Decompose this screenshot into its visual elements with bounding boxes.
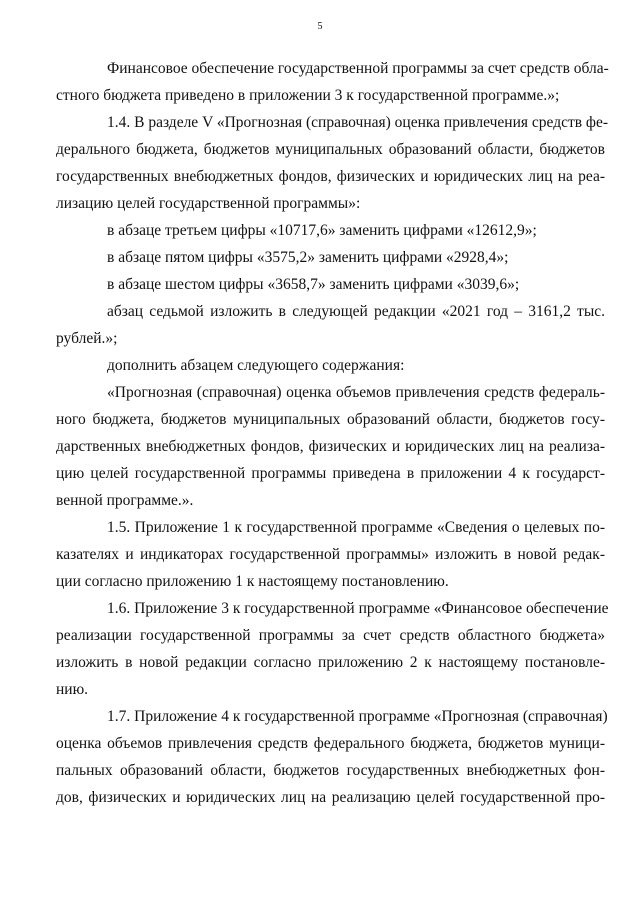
text-line: изложить в новой редакции согласно приложению 2 к настоящему постановле- [56, 654, 605, 671]
text-line: стного бюджета приведено в приложении 3 к государственной программе.»; [56, 87, 560, 104]
text-line: цию целей государственной программы приведена в приложении 4 к государст- [56, 465, 605, 482]
text-line: венной программе.». [56, 492, 194, 509]
text-line: 1.4. В разделе V «Прогнозная (справочная) оценка привлечения средств фе- [107, 114, 609, 131]
text-line: оценка объемов привлечения средств федерального бюджета, бюджетов муници- [56, 735, 605, 752]
page-number: 5 [317, 21, 323, 32]
text-line: государственных внебюджетных фондов, физических и юридических лиц на реа- [56, 168, 605, 185]
text-line: 1.6. Приложение 3 к государственной программе «Финансовое обеспечение [107, 600, 609, 617]
text-line: нию. [56, 681, 89, 698]
text-line: дерального бюджета, бюджетов муниципальных образований области, бюджетов [56, 141, 605, 158]
text-line: абзац седьмой изложить в следующей редакции «2021 год – 3161,2 тыс. [107, 303, 605, 320]
text-line: дов, физических и юридических лиц на реализацию целей государственной про- [56, 789, 605, 806]
text-line: ного бюджета, бюджетов муниципальных образований области, бюджетов госу- [56, 411, 605, 428]
text-line: дарственных внебюджетных фондов, физических и юридических лиц на реализа- [56, 438, 605, 455]
text-line: 1.7. Приложение 4 к государственной программе «Прогнозная (справочная) [107, 708, 608, 725]
text-line: ции согласно приложению 1 к настоящему постановлению. [56, 573, 449, 590]
text-line: казателях и индикаторах государственной программы» изложить в новой редак- [56, 546, 605, 563]
paragraph-7: дополнить абзацем следующего содержания: [107, 357, 405, 374]
paragraph-3: в абзаце третьем цифры «10717,6» заменить цифрами «12612,9»; [107, 222, 537, 239]
paragraph-5: в абзаце шестом цифры «3658,7» заменить цифрами «3039,6»; [107, 276, 520, 293]
text-line: рублей.»; [56, 330, 118, 347]
text-line: пальных образований области, бюджетов государственных внебюджетных фон- [56, 762, 605, 779]
text-line: лизацию целей государственной программы»: [56, 195, 361, 212]
paragraph-4: в абзаце пятом цифры «3575,2» заменить цифрами «2928,4»; [107, 249, 509, 266]
text-line: Финансовое обеспечение государственной программы за счет средств обла- [107, 60, 609, 77]
text-line: «Прогнозная (справочная) оценка объемов привлечения средств федераль- [107, 384, 605, 401]
text-line: 1.5. Приложение 1 к государственной программе «Сведения о целевых по- [107, 519, 605, 536]
text-line: реализации государственной программы за счет средств областного бюджета» [56, 627, 605, 644]
